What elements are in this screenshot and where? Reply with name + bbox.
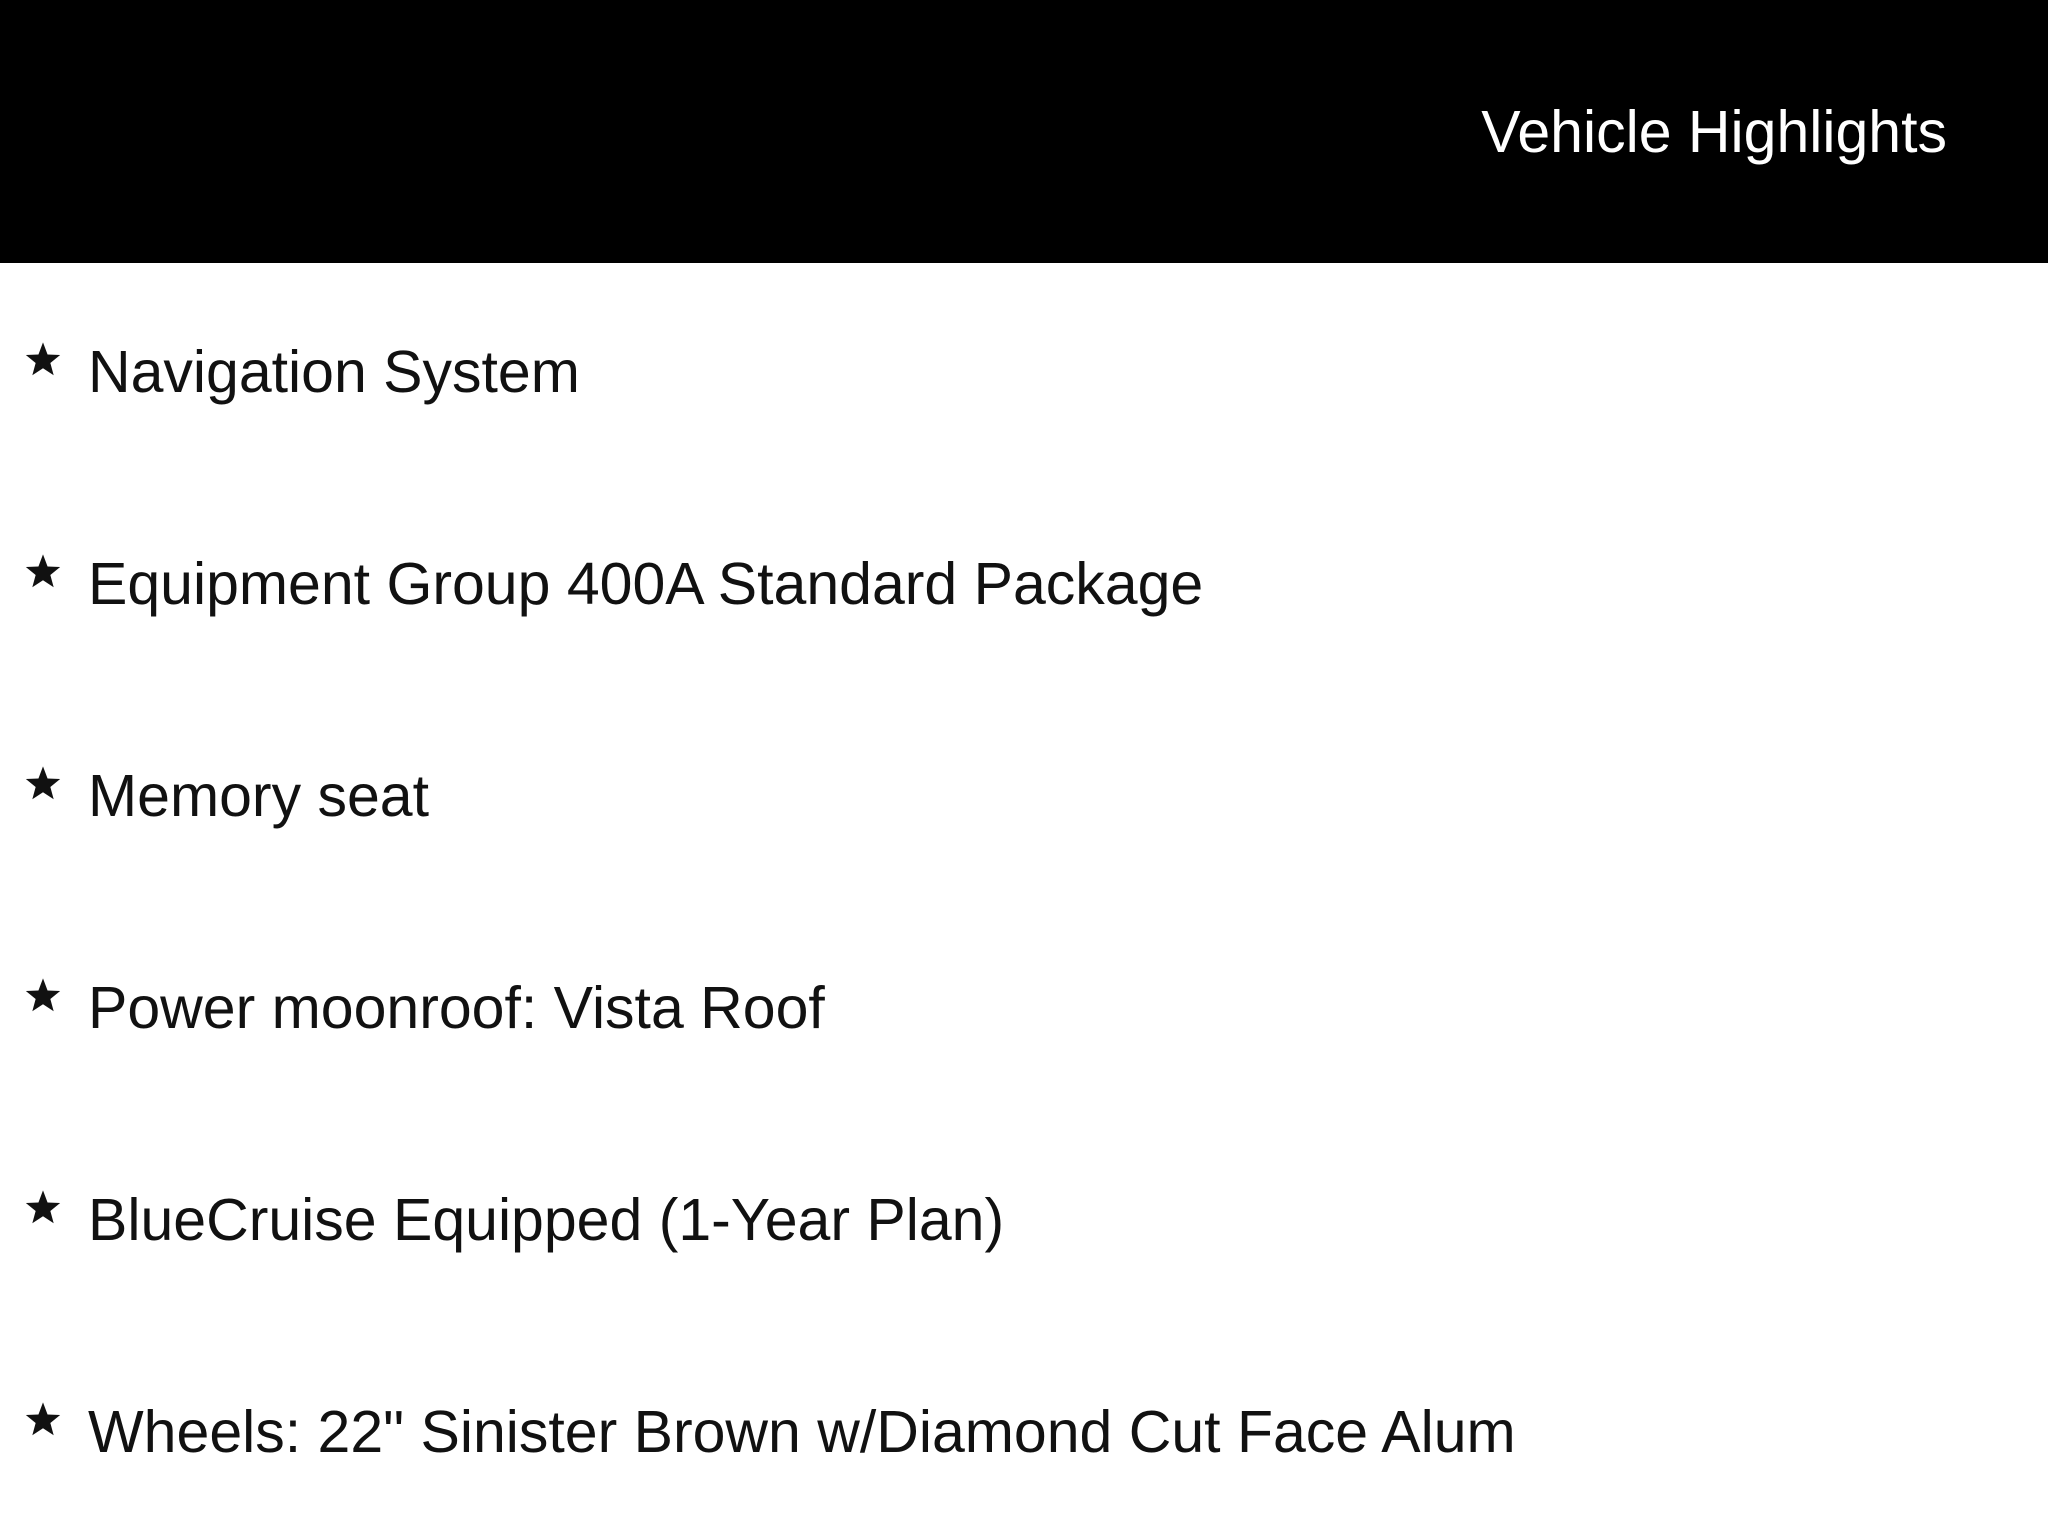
- star-icon: [22, 762, 64, 804]
- highlights-list: [0, 263, 2048, 1536]
- list-item: [0, 970, 2048, 1060]
- header-bar: [0, 0, 2048, 263]
- list-item-label: BlueCruise Equipped (1-Year Plan): [88, 1187, 1005, 1253]
- list-item-label: Equipment Group 400A Standard Package: [88, 551, 1204, 617]
- star-icon: [22, 550, 64, 592]
- list-item: [0, 758, 2048, 848]
- list-item-label: Power moonroof: Vista Roof: [88, 975, 825, 1041]
- list-item-label: Memory seat: [88, 763, 429, 829]
- list-item: [0, 1394, 2048, 1484]
- list-item: [0, 546, 2048, 636]
- list-item-label: Wheels: 22" Sinister Brown w/Diamond Cut Face Alum: [88, 1399, 1516, 1465]
- list-item: [0, 334, 2048, 424]
- star-icon: [22, 338, 64, 380]
- list-item-label: Navigation System: [88, 339, 580, 405]
- star-icon: [22, 974, 64, 1016]
- list-item: [0, 1182, 2048, 1272]
- star-icon: [22, 1186, 64, 1228]
- page-title: Vehicle Highlights: [1481, 99, 1947, 165]
- star-icon: [22, 1398, 64, 1440]
